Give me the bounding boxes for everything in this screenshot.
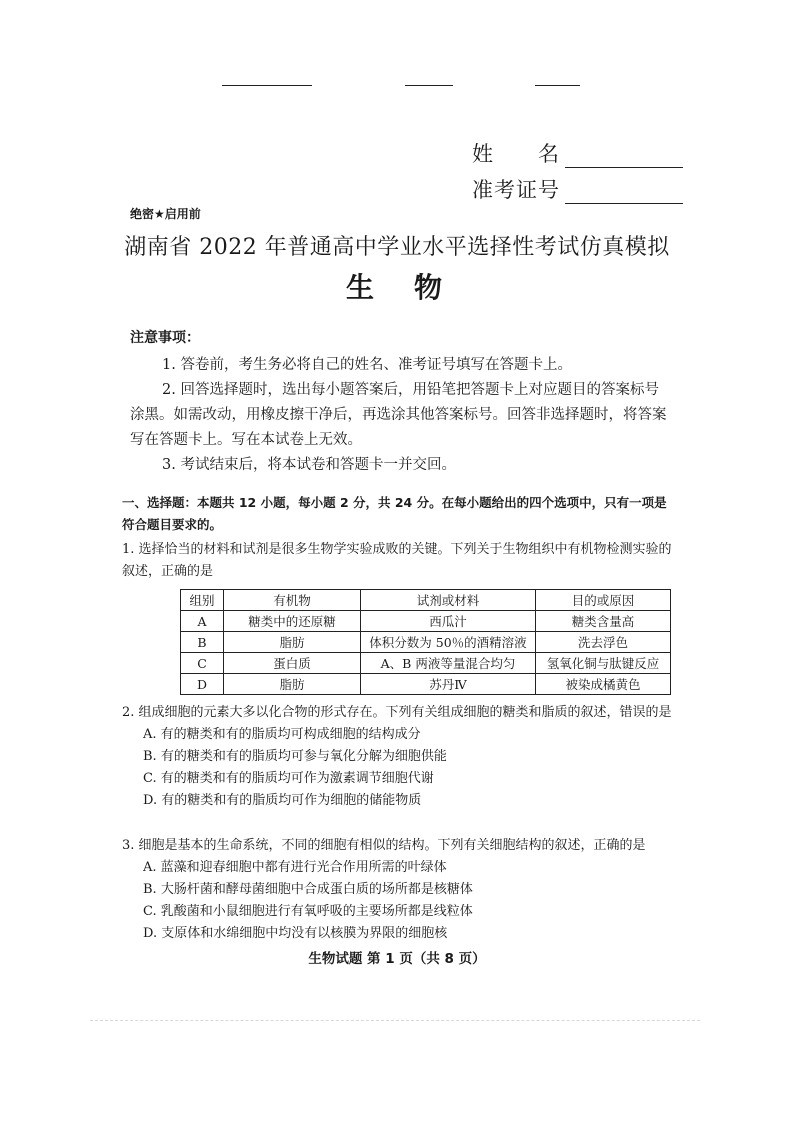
q3-option-c: C. 乳酸菌和小鼠细胞进行有氧呼吸的主要场所都是线粒体 [143, 904, 473, 919]
table-cell: A [181, 611, 224, 632]
table-cell: 糖类中的还原糖 [224, 611, 361, 632]
table-cell: 苏丹Ⅳ [361, 674, 536, 695]
top-rule-1 [222, 85, 312, 86]
subject-title: 生 物 [345, 271, 448, 304]
table-cell: 糖类含量高 [536, 611, 671, 632]
table-cell: D [181, 674, 224, 695]
table-cell: C [181, 653, 224, 674]
table-cell: 脂肪 [224, 632, 361, 653]
q2-option-a: A. 有的糖类和有的脂质均可构成细胞的结构成分 [143, 727, 421, 742]
table-header-cell: 试剂或材料 [361, 590, 536, 611]
notice-heading: 注意事项： [130, 330, 200, 346]
exam-title: 湖南省 2022 年普通高中学业水平选择性考试仿真模拟 [124, 235, 670, 260]
table-row [181, 611, 671, 632]
q2-option-b: B. 有的糖类和有的脂质均可参与氧化分解为细胞供能 [143, 749, 447, 764]
name-label: 姓 名 [472, 142, 560, 166]
q2-option-c: C. 有的糖类和有的脂质均可作为激素调节细胞代谢 [143, 771, 434, 786]
table-header-row [181, 590, 671, 611]
table-header-cell: 有机物 [224, 590, 361, 611]
q1-stem: 1. 选择恰当的材料和试剂是很多生物学实验成败的关键。下列关于生物组织中有机物检测实验的叙述，正确的是 [122, 542, 672, 579]
table-header-cell: 组别 [181, 590, 224, 611]
table-row [181, 653, 671, 674]
q2-block [122, 702, 676, 812]
table-cell: A、B 两液等量混合均匀 [361, 653, 536, 674]
top-rule-3 [535, 85, 580, 86]
notice-item-1: 1. 答卷前，考生务必将自己的姓名、准考证号填写在答题卡上。 [162, 357, 572, 373]
q2-stem: 2. 组成细胞的元素大多以化合物的形式存在。下列有关组成细胞的糖类和脂质的叙述，错误的是 [122, 705, 672, 720]
table-cell: 体积分数为 50％的酒精溶液 [361, 632, 536, 653]
page-footer: 生物试题 第 1 页（共 8 页） [308, 951, 486, 967]
exam-id-row [472, 174, 683, 204]
q3-block [122, 835, 676, 945]
section1-intro: 一、选择题：本题共 12 小题，每小题 2 分，共 24 分。在每小题给出的四个选项中，只有一项是符合题目要求的。 [122, 495, 667, 532]
q3-stem: 3. 细胞是基本的生命系统，不同的细胞有相似的结构。下列有关细胞结构的叙述，正确的是 [122, 838, 646, 853]
q2-option-d: D. 有的糖类和有的脂质均可作为细胞的储能物质 [143, 793, 422, 808]
table-cell: 脂肪 [224, 674, 361, 695]
table-cell: 洗去浮色 [536, 632, 671, 653]
exam-id-label: 准考证号 [472, 178, 560, 202]
table-row [181, 674, 671, 695]
exam-id-field[interactable] [565, 179, 683, 204]
notice-item-2: 2. 回答选择题时，选出每小题答案后，用铅笔把答题卡上对应题目的答案标号涂黑。如需改动，用橡皮擦干净后，再选涂其他答案标号。回答非选择题时，将答案写在答题卡上。写在本试卷上无效。 [130, 382, 667, 448]
table-cell: 被染成橘黄色 [536, 674, 671, 695]
q1-table-wrap [180, 589, 671, 695]
table-cell: B [181, 632, 224, 653]
table-cell: 蛋白质 [224, 653, 361, 674]
secret-label: 绝密★启用前 [130, 207, 201, 221]
q1-table [180, 589, 671, 695]
q3-option-b: B. 大肠杆菌和酵母菌细胞中合成蛋白质的场所都是核糖体 [143, 882, 473, 897]
top-rule-2 [405, 85, 453, 86]
notice-item-3: 3. 考试结束后，将本试卷和答题卡一并交回。 [162, 457, 456, 473]
name-field[interactable] [565, 143, 683, 168]
table-cell: 西瓜汁 [361, 611, 536, 632]
scan-edge-line [90, 1020, 700, 1021]
name-row [472, 138, 683, 168]
q3-option-d: D. 支原体和水绵细胞中均没有以核膜为界限的细胞核 [143, 926, 448, 941]
table-row [181, 632, 671, 653]
table-cell: 氢氧化铜与肽键反应 [536, 653, 671, 674]
notice-block [130, 328, 670, 478]
table-header-cell: 目的或原因 [536, 590, 671, 611]
q3-option-a: A. 蓝藻和迎春细胞中都有进行光合作用所需的叶绿体 [143, 860, 447, 875]
